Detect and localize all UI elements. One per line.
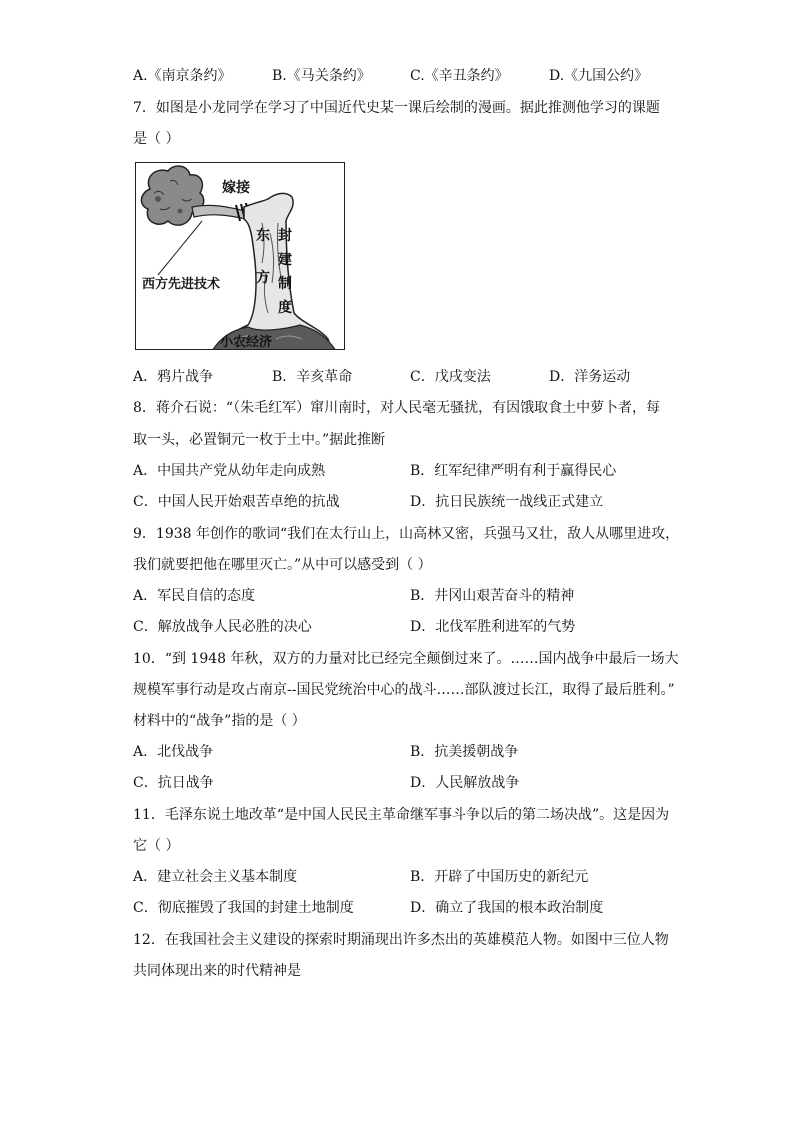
q6-option-d: D.《九国公约》 [549, 68, 649, 84]
q10-option-b: B．抗美援朝战争 [410, 744, 519, 760]
q9-stem-line1: 9．1938 年创作的歌词“我们在太行山上，山高林又密，兵强马又壮，敌人从哪里进攻， [133, 526, 680, 542]
q12-stem-line2: 共同体现出来的时代精神是 [133, 963, 301, 979]
q7-cartoon-figure [135, 162, 345, 350]
q9-option-d: D．北伐军胜利进军的气势 [410, 619, 576, 635]
graft-label: 嫁接 [222, 180, 250, 196]
feng-char: 封 [278, 228, 292, 244]
q11-option-b: B．开辟了中国历史的新纪元 [410, 869, 589, 885]
q8-stem-line1: 8．蒋介石说：“（朱毛红军）窜川南时，对人民毫无骚扰，有因饿取食土中萝卜者，每 [133, 400, 661, 416]
q7-option-d: D．洋务运动 [549, 369, 631, 385]
q10-option-d: D．人民解放战争 [410, 775, 520, 791]
q7-stem-line1: 7．如图是小龙同学在学习了中国近代史某一课后绘制的漫画。据此推测他学习的课题 [133, 100, 660, 116]
smallholder-economy-label: 小农经济 [220, 335, 273, 350]
q8-option-b: B．红军纪律严明有利于赢得民心 [410, 463, 617, 479]
western-tech-label: 西方先进技术 [142, 277, 221, 292]
q6-option-a: A.《南京条约》 [133, 68, 232, 84]
fang-char: 方 [256, 270, 270, 286]
east-char: 东 [256, 228, 270, 244]
q10-stem-line2: 规模军事行动是攻占南京--国民党统治中心的战斗……部队渡过长江，取得了最后胜利。” [133, 682, 675, 698]
q7-option-a: A．鸦片战争 [133, 369, 214, 385]
q11-stem-line2: 它（ ） [133, 838, 180, 854]
q7-option-b: B．辛亥革命 [272, 369, 353, 385]
q11-option-c: C．彻底摧毁了我国的封建土地制度 [133, 900, 354, 916]
q10-stem-line1: 10．“到 1948 年秋，双方的力量对比已经完全颠倒过来了。……国内战争中最后一场大 [133, 651, 679, 667]
q6-option-c: C.《辛丑条约》 [410, 68, 509, 84]
q11-stem-line1: 11．毛泽东说土地改革“是中国人民民主革命继军事斗争以后的第二场决战”。这是因为 [133, 807, 670, 823]
q9-option-b: B．井冈山艰苦奋斗的精神 [410, 588, 575, 604]
q6-option-b: B.《马关条约》 [272, 68, 371, 84]
q12-stem-line1: 12．在我国社会主义建设的探索时期涌现出许多杰出的英雄模范人物。如图中三位人物 [133, 932, 669, 948]
q9-option-c: C．解放战争人民必胜的决心 [133, 619, 312, 635]
q10-option-c: C．抗日战争 [133, 775, 214, 791]
q7-stem-line2: 是（ ） [133, 131, 180, 147]
q11-option-a: A．建立社会主义基本制度 [133, 869, 298, 885]
q10-stem-line3: 材料中的“战争”指的是（ ） [133, 713, 306, 729]
jian-char: 建 [278, 252, 292, 268]
du-char: 度 [278, 300, 292, 316]
q9-option-a: A．军民自信的态度 [133, 588, 256, 604]
q8-option-c: C．中国人民开始艰苦卓绝的抗战 [133, 494, 340, 510]
zhi-char: 制 [278, 276, 292, 292]
q10-option-a: A．北伐战争 [133, 744, 214, 760]
q8-option-a: A．中国共产党从幼年走向成熟 [133, 463, 326, 479]
q8-option-d: D．抗日民族统一战线正式建立 [410, 494, 604, 510]
q11-option-d: D．确立了我国的根本政治制度 [410, 900, 604, 916]
q9-stem-line2: 我们就要把他在哪里灭亡。”从中可以感受到（ ） [133, 557, 432, 573]
q7-option-c: C．戊戌变法 [410, 369, 491, 385]
q8-stem-line2: 取一头，必置铜元一枚于土中。”据此推断 [133, 432, 386, 448]
